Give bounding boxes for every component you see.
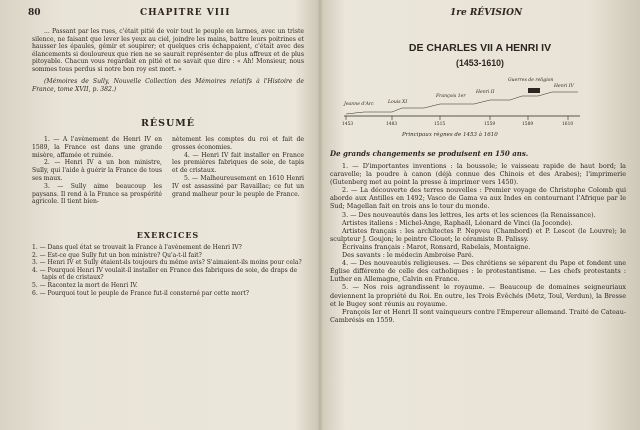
timeline-tick: 1610 [562, 122, 574, 127]
exercise-item: 3. — Henri IV et Sully étaient-ils toujours du même avis? S'aimaient-ils moins pour cela? [32, 259, 302, 267]
timeline-label: Louis XI [388, 100, 408, 105]
revision-text [330, 162, 626, 324]
revision-paragraph: 4. — Des nouveautés religieuses. — Des chrétiens se séparent du Pape et fondent une Église différente de celle des catholiques : le protestantisme. — Les chefs protestants : Luther en Allemagne, Calvin en France. [330, 259, 626, 284]
revision-paragraph: 1. — D'importantes inventions : la boussole; le vaisseau rapide de haut bord; la caravelle; la poudre à canon (déjà connue des Chinois et des Arabes); l'imprimerie (Gutenberg met au point la presse à imprimer vers 1450). [330, 162, 626, 187]
revision-paragraph: 5. — Nos rois agrandissent le royaume. — Beaucoup de domaines seigneuriaux deviennent la propriété du Roi. En outre, les Trois Évêchés (Metz, Toul, Verdun), la Bresse et le Bugey sont réunis au royaume. [330, 283, 626, 308]
exercise-item: 2. — Est-ce que Sully fut un bon ministre? Qu'a-t-il fait? [32, 251, 202, 259]
timeline-tick: 1589 [522, 122, 534, 127]
exercise-item: 6. — Pourquoi tout le peuple de France fut-il consterné par cette mort? [32, 289, 249, 297]
timeline-label: Henri IV [554, 84, 574, 89]
timeline-label: François 1er [436, 94, 466, 99]
exercices-list [32, 244, 304, 297]
exercise-item: 4. — Pourquoi Henri IV voulait-il installer en France des fabriques de soie, de draps de tapis et de cristaux? [32, 266, 297, 282]
timeline-tick: 1453 [342, 122, 354, 127]
running-head-left: CHAPITRE VIII [140, 8, 231, 18]
revision-paragraph: François Ier et Henri II sont vainqueurs contre l'Empereur allemand. Traité de Cateau-Cambrésis en 1559. [330, 307, 626, 324]
left-page [10, 0, 310, 430]
exercise-item: 5. — Racontez la mort de Henri IV. [32, 281, 138, 289]
resume-heading: RÉSUMÉ [140, 118, 196, 129]
resume-column-2 [172, 136, 304, 198]
resume-column-1 [32, 136, 162, 206]
resume-item: 5. — Malheureusement en 1610 Henri IV est assassiné par Ravaillac; ce fut un grand malheur pour le peuple de France. [172, 174, 304, 198]
resume-item: 3. — Sully aime beaucoup les paysans. Il rend à la France sa prospérité agricole. Il tient bien- [32, 182, 162, 206]
timeline-label: Guerres de religion [508, 78, 554, 83]
page-number: 80 [28, 8, 41, 18]
revision-paragraph: Artistes français : les architectes P. Nepveu (Chambord) et P. Lescot (le Louvre); le sculpteur J. Goujon; le peintre Clouet; le céramiste B. Palissy. [330, 226, 626, 243]
chapter-title: DE CHARLES VII A HENRI IV [408, 42, 552, 54]
timeline-label: Henri II [476, 90, 495, 95]
timeline-tick: 1483 [386, 122, 398, 127]
exercices-heading: EXERCICES [136, 230, 200, 240]
revision-paragraph: 2. — La découverte des terres nouvelles : Premier voyage de Christophe Colomb qui aborde aux Antilles en 1492; Vasco de Gama va aux Indes en contournant l'Afrique par le Sud; Magellan fait en trois ans le tour du monde. [330, 186, 626, 211]
right-page [330, 0, 630, 430]
resume-item: 2. — Henri IV a un bon ministre, Sully, qui l'aide à guérir la France de tous ses maux. [32, 159, 162, 182]
resume-item: nètement les comptes du roi et fait de grosses économies. [172, 136, 304, 151]
timeline-label: Jeanne d'Arc [344, 102, 374, 107]
revision-paragraph: Écrivains français : Marot, Ronsard, Rabelais, Montaigne. [342, 242, 531, 251]
section-subtitle: De grands changements se produisent en 150 ans. [330, 149, 529, 158]
timeline-tick: 1559 [484, 122, 496, 127]
resume-item: 4. — Henri IV fait installer en France les premières fabriques de soie, de tapis et de cristaux. [172, 151, 304, 175]
timeline-caption: Principaux règnes de 1453 à 1610 [402, 132, 498, 138]
revision-paragraph: 3. — Des nouveautés dans les lettres, les arts et les sciences (la Renaissance). [342, 210, 596, 219]
sully-quote: ... Passant par les rues, c'était pitié de voir tout le peuple en larmes, avec un triste silence, ne faisant que lever les yeux au ciel, joindre les mains, battre leurs poitrines et hausser les épaules, gémir et soupirer; et quelques cris échappaient, c'était avec des élancements si douloureux que rien ne se saurait représenter de plus affreux et de plus pitoyable. Chacun vous regardait en pitié et ne savait que dire : « Ah! Monsieur, nous sommes tous perdus si notre bon roy est mort. » [32, 28, 304, 73]
revision-paragraph: Artistes italiens : Michel-Ange, Raphaël, Léonard de Vinci (la Joconde). [342, 218, 573, 227]
timeline-tick: 1515 [434, 122, 446, 127]
chapter-dates: (1453-1610) [456, 58, 504, 68]
resume-item: 1. — A l'avènement de Henri IV en 1589, la France est dans une grande misère, affamée et ruinée. [32, 136, 162, 159]
exercise-item: 1. — Dans quel état se trouvait la France à l'avènement de Henri IV? [32, 244, 242, 251]
reign-timeline [342, 78, 602, 150]
quote-source: (Mémoires de Sully, Nouvelle Collection des Mémoires relatifs à l'Histoire de France, tome XVII, p. 382.) [32, 78, 304, 93]
timeline-wars-bar [528, 88, 540, 93]
revision-paragraph: Des savants : le médecin Ambroise Paré. [342, 251, 474, 260]
running-head-right: 1re RÉVISION [450, 8, 523, 18]
